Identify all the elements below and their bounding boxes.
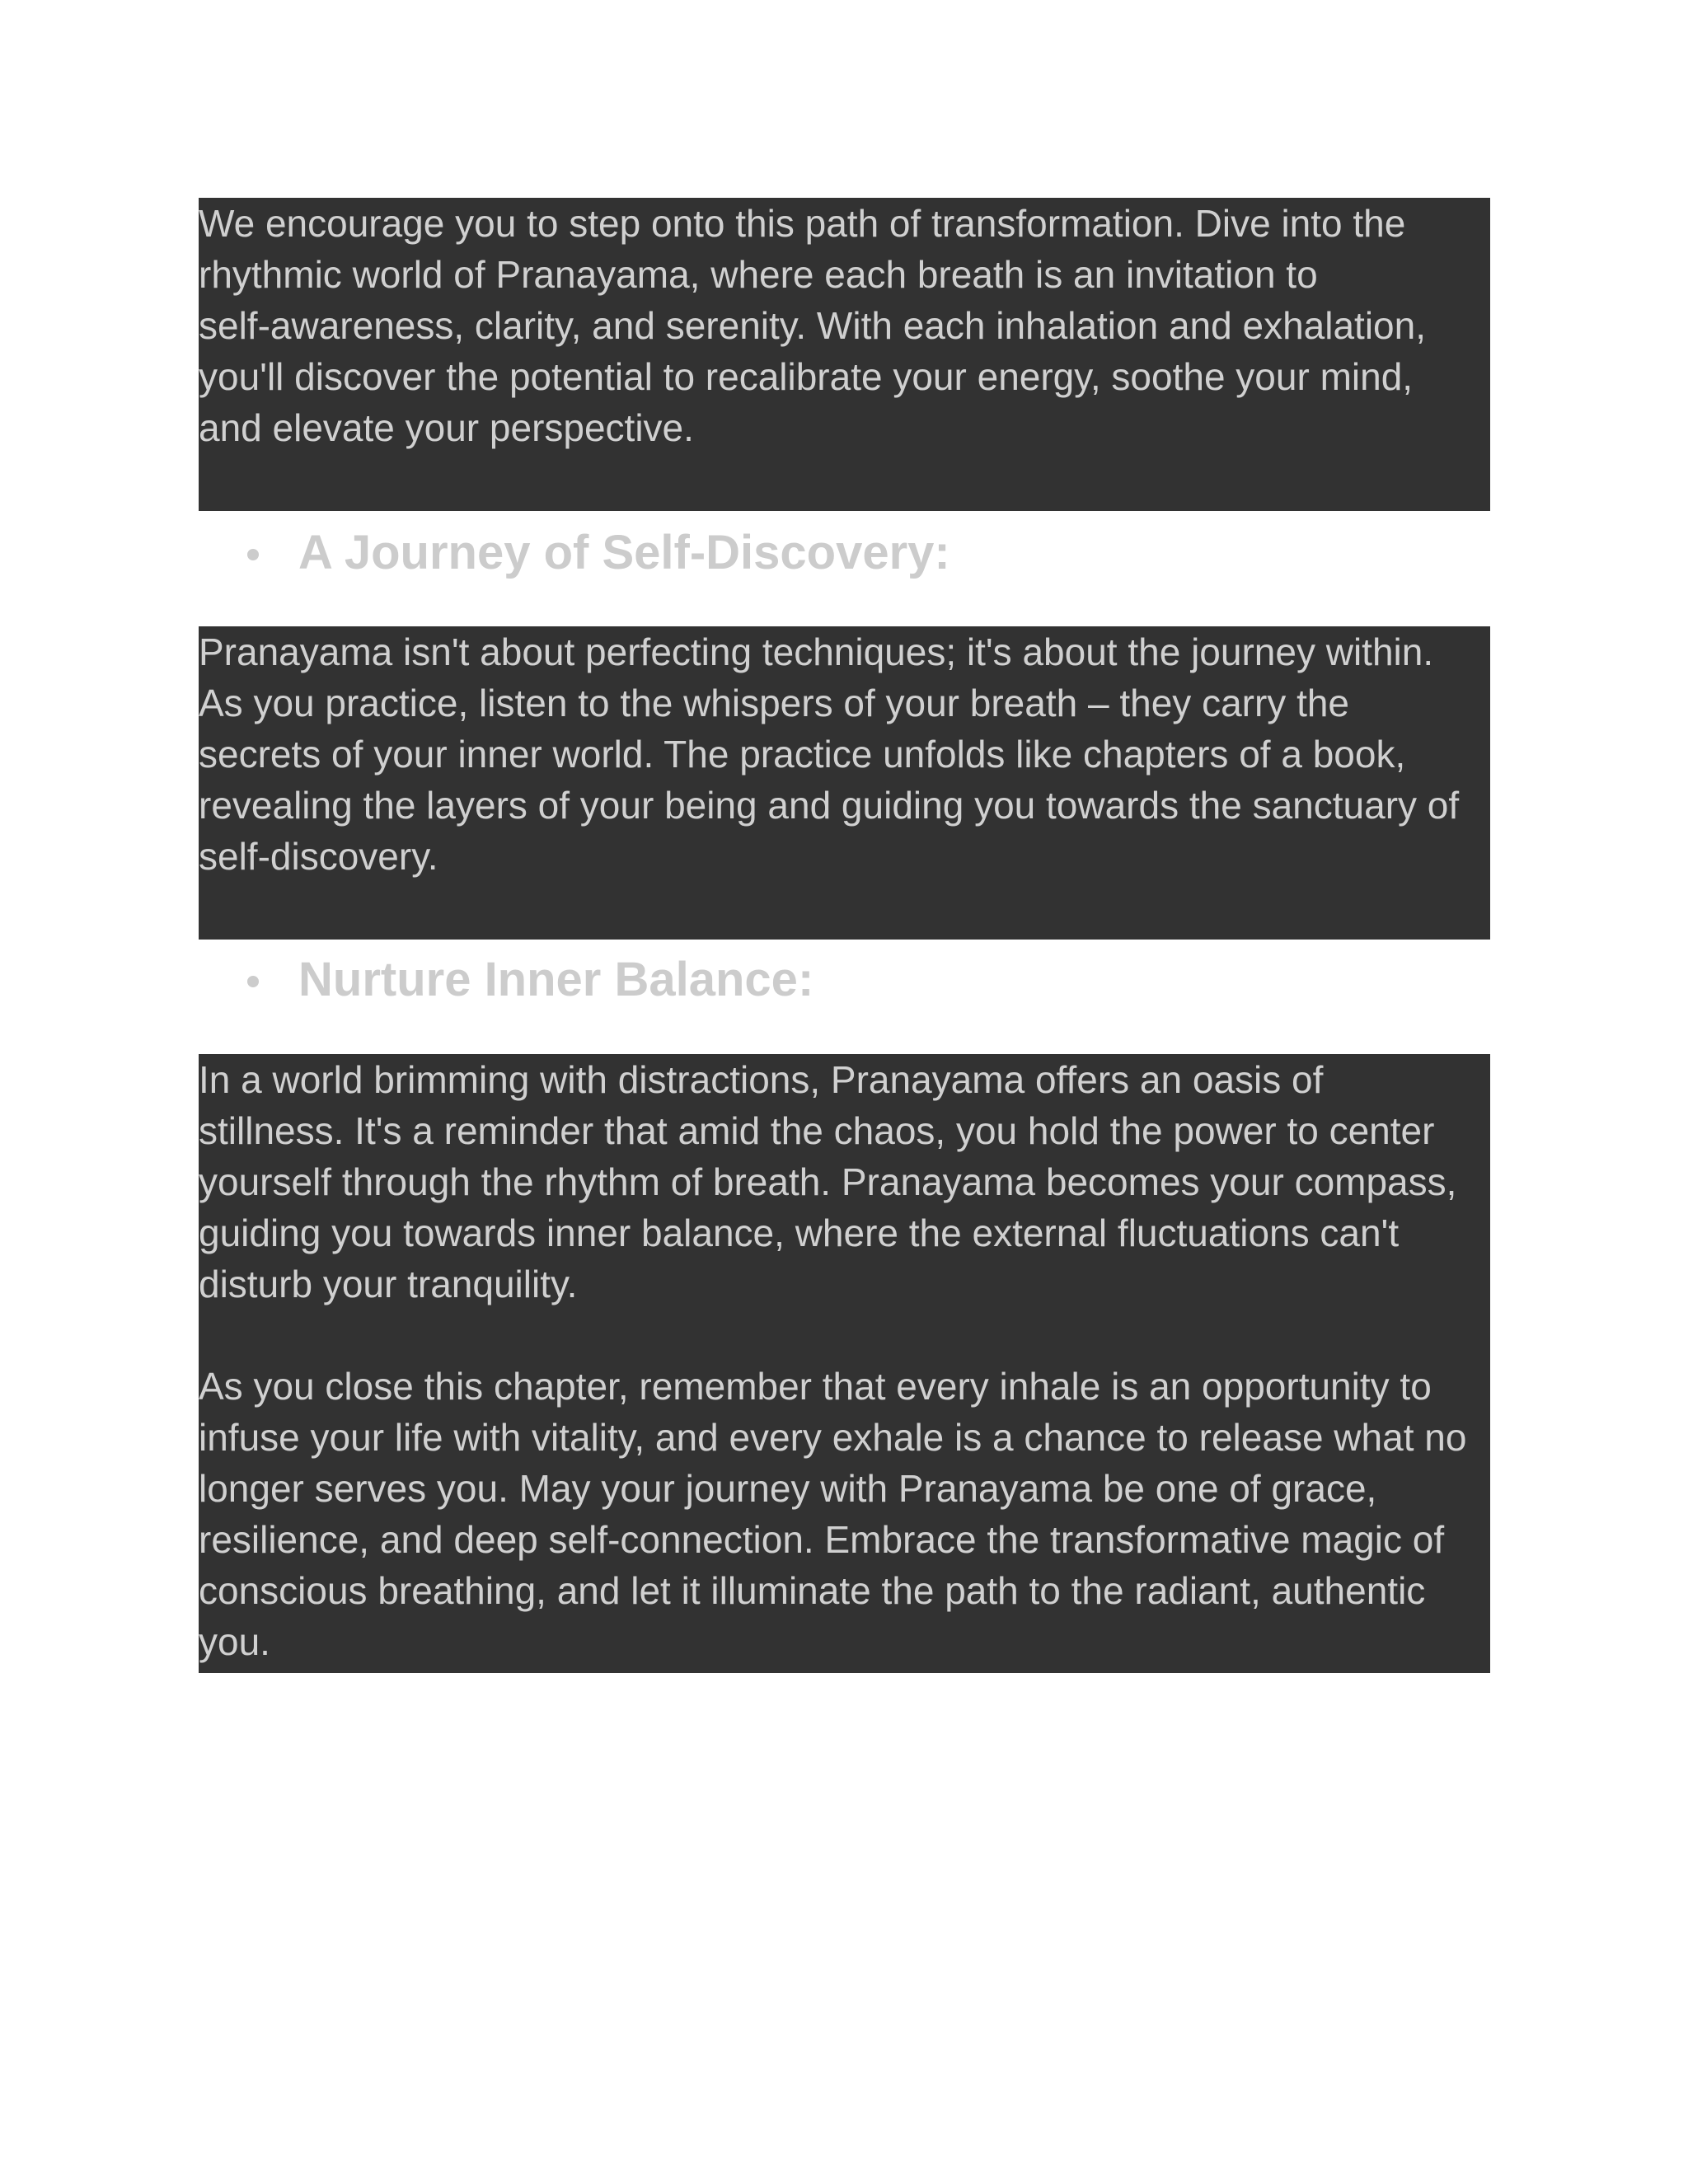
text-line: secrets of your inner world. The practice unfolds like chapters of a book, <box>199 733 1406 776</box>
text-line: you'll discover the potential to recalibrate your energy, soothe your mind, <box>199 355 1414 398</box>
text-line: guiding you towards inner balance, where the external fluctuations can't <box>199 1212 1400 1254</box>
text-line: resilience, and deep self-connection. Embrace the transformative magic of <box>199 1518 1445 1561</box>
heading-text: A Journey of Self-Discovery: <box>298 526 950 579</box>
text-line: We encourage you to step onto this path of transformation. Dive into the <box>199 202 1406 245</box>
text-line: infuse your life with vitality, and every exhale is a chance to release what no <box>199 1416 1467 1459</box>
text-line: As you close this chapter, remember that every inhale is an opportunity to <box>199 1365 1432 1408</box>
text-line: As you practice, listen to the whispers of your breath – they carry the <box>199 682 1350 724</box>
inner-balance-text-block <box>199 1054 1490 1673</box>
paragraph-spacer <box>199 1310 1490 1361</box>
text-line: rhythmic world of Pranayama, where each breath is an invitation to <box>199 253 1318 296</box>
section-heading-self-discovery <box>247 524 950 582</box>
text-line: longer serves you. May your journey with Pranayama be one of grace, <box>199 1467 1377 1510</box>
text-line: revealing the layers of your being and guiding you towards the sanctuary of <box>199 784 1460 827</box>
bullet-icon <box>247 976 259 987</box>
closing-paragraph <box>199 1361 1490 1667</box>
text-line: self-discovery. <box>199 835 438 878</box>
text-line: disturb your tranquility. <box>199 1263 578 1305</box>
text-line: In a world brimming with distractions, Pranayama offers an oasis of <box>199 1058 1324 1101</box>
intro-text-block <box>199 198 1490 511</box>
text-line: you. <box>199 1620 270 1663</box>
text-line: conscious breathing, and let it illuminate the path to the radiant, authentic <box>199 1569 1426 1612</box>
bullet-icon <box>247 549 259 560</box>
text-line: yourself through the rhythm of breath. Pranayama becomes your compass, <box>199 1160 1457 1203</box>
intro-paragraph <box>199 198 1490 453</box>
text-line: and elevate your perspective. <box>199 406 694 449</box>
heading-text: Nurture Inner Balance: <box>298 953 814 1006</box>
self-discovery-paragraph <box>199 626 1490 882</box>
section-heading-inner-balance <box>247 951 814 1009</box>
inner-balance-paragraph <box>199 1054 1490 1310</box>
self-discovery-text-block <box>199 626 1490 940</box>
text-line: Pranayama isn't about perfecting techniques; it's about the journey within. <box>199 630 1434 673</box>
text-line: stillness. It's a reminder that amid the chaos, you hold the power to center <box>199 1109 1435 1152</box>
text-line: self-awareness, clarity, and serenity. With each inhalation and exhalation, <box>199 304 1426 347</box>
